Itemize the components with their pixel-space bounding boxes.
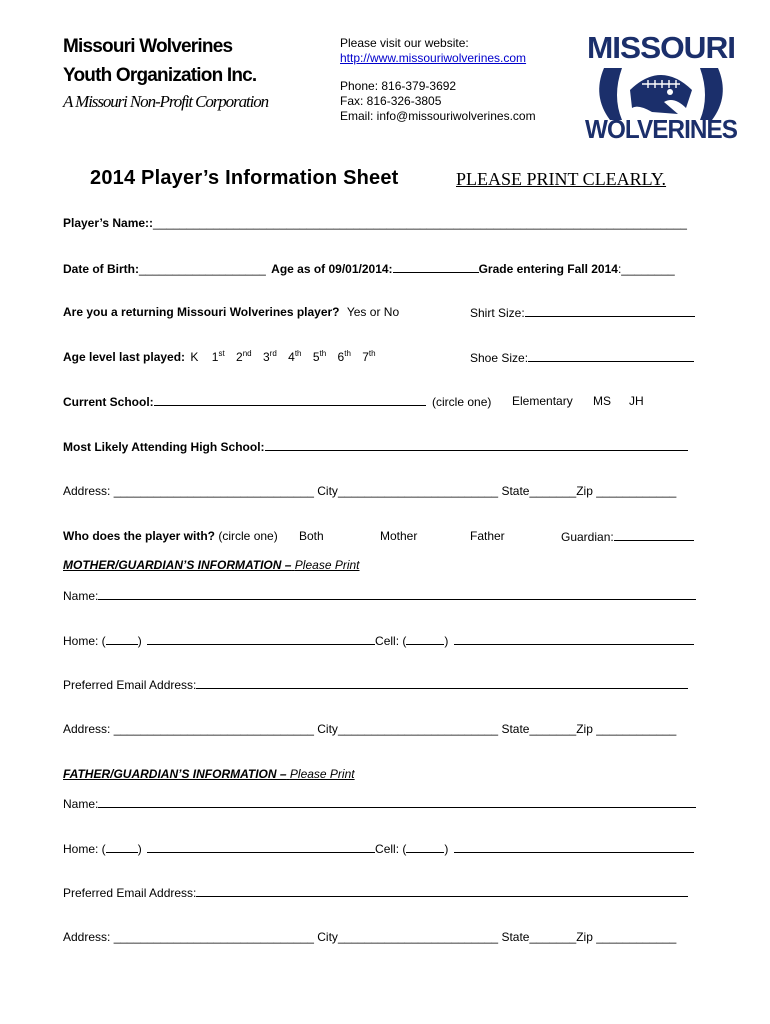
print-clearly-note: PLEASE PRINT CLEARLY.	[456, 169, 667, 189]
father-cell-paren: )	[444, 842, 449, 856]
mother-address-field[interactable]: ______________________________	[113, 722, 314, 736]
school-opt-elementary[interactable]: Elementary	[512, 394, 573, 408]
age-asof-field[interactable]	[393, 261, 479, 273]
father-address-row	[63, 930, 676, 944]
shoe-field[interactable]	[528, 350, 694, 362]
father-phone-row	[63, 841, 694, 856]
high-school-label: Most Likely Attending High School:	[63, 440, 265, 454]
page-title: 2014 Player’s Information Sheet	[90, 167, 399, 189]
state-field[interactable]: _______	[529, 484, 577, 498]
mother-email-row	[63, 677, 688, 692]
logo-eye-icon	[667, 89, 673, 95]
logo-word-top: MISSOURI	[587, 30, 735, 65]
contact-block	[340, 36, 536, 124]
returning-row	[63, 305, 399, 319]
mother-home-area-field[interactable]	[106, 633, 138, 645]
mother-name-field[interactable]	[98, 588, 696, 600]
shirt-label: Shirt Size:	[470, 306, 525, 320]
email-text: Email: info@missouriwolverines.com	[340, 109, 536, 123]
school-label: Current School:	[63, 395, 154, 409]
high-school-row	[63, 439, 688, 454]
mother-heading-note: Please Print	[294, 558, 360, 572]
guardian-field[interactable]	[614, 529, 694, 541]
city-label: City	[317, 484, 338, 498]
mother-state-field[interactable]: _______	[529, 722, 577, 736]
player-name-label: Player’s Name::	[63, 216, 154, 230]
mother-cell-label: Cell: (	[375, 634, 407, 648]
org-name-line2: Youth Organization Inc.	[63, 65, 257, 86]
mother-section-heading	[63, 558, 360, 572]
address-field[interactable]: ______________________________	[113, 484, 314, 498]
age-level-label: Age level last played:	[63, 350, 186, 364]
lives-with-row	[63, 529, 278, 543]
father-cell-field[interactable]	[454, 841, 694, 853]
state-label: State	[501, 484, 530, 498]
school-row	[63, 394, 491, 409]
shirt-field[interactable]	[525, 305, 695, 317]
player-name-row	[63, 216, 687, 230]
lives-opt-father[interactable]: Father	[470, 529, 505, 543]
player-address-row	[63, 484, 676, 498]
wolverines-logo	[582, 24, 740, 142]
father-state-label: State	[501, 930, 530, 944]
school-opt-jh[interactable]: JH	[629, 394, 644, 408]
level-1st[interactable]: 1st	[211, 349, 225, 364]
dob-row	[63, 261, 675, 276]
father-zip-label: Zip	[576, 930, 593, 944]
lives-opt-mother[interactable]: Mother	[380, 529, 418, 543]
father-cell-area-field[interactable]	[406, 841, 444, 853]
phone-text: Phone: 816-379-3692	[340, 79, 457, 93]
mother-address-label: Address:	[63, 722, 111, 736]
address-label: Address:	[63, 484, 111, 498]
father-city-field[interactable]: ________________________	[337, 930, 499, 944]
lives-opt-guardian[interactable]: Guardian:	[561, 530, 614, 544]
logo-left-bracket	[599, 68, 622, 120]
logo-right-bracket	[700, 68, 723, 120]
mother-name-row	[63, 588, 696, 603]
city-field[interactable]: ________________________	[337, 484, 499, 498]
mother-home-label: Home: (	[63, 634, 106, 648]
father-city-label: City	[317, 930, 338, 944]
dob-label: Date of Birth:	[63, 262, 139, 276]
father-zip-field[interactable]: ____________	[596, 930, 677, 944]
mother-cell-area-field[interactable]	[406, 633, 444, 645]
mother-state-label: State	[501, 722, 530, 736]
mother-email-field[interactable]	[196, 677, 688, 689]
shirt-row	[470, 305, 695, 320]
father-home-field[interactable]	[147, 841, 375, 853]
mother-heading-text: MOTHER/GUARDIAN’S INFORMATION –	[63, 558, 292, 572]
dob-field[interactable]: ___________________	[139, 262, 266, 276]
mother-name-label: Name:	[63, 589, 99, 603]
father-state-field[interactable]: _______	[529, 930, 577, 944]
player-name-field[interactable]: ________________________________________________________________________________	[153, 216, 687, 230]
mother-city-label: City	[317, 722, 338, 736]
mother-email-label: Preferred Email Address:	[63, 678, 197, 692]
level-5th[interactable]: 5th	[312, 349, 327, 364]
father-home-label: Home: (	[63, 842, 106, 856]
org-tagline: A Missouri Non-Profit Corporation	[63, 92, 269, 111]
zip-field[interactable]: ____________	[596, 484, 677, 498]
grade-field[interactable]: ________	[621, 262, 675, 276]
lives-with-label: Who does the player with?	[63, 529, 216, 543]
mother-phone-row	[63, 633, 694, 648]
mother-home-field[interactable]	[147, 633, 375, 645]
level-k[interactable]: K	[190, 350, 199, 364]
mother-cell-field[interactable]	[454, 633, 694, 645]
returning-options[interactable]: Yes or No	[346, 305, 400, 319]
father-name-field[interactable]	[98, 796, 696, 808]
father-heading-note: Please Print	[289, 767, 355, 781]
mother-cell-paren: )	[444, 634, 449, 648]
wolverine-head-icon	[630, 75, 692, 114]
mother-home-paren: )	[137, 634, 142, 648]
mother-zip-field[interactable]: ____________	[596, 722, 677, 736]
logo-word-bottom: WOLVERINES	[585, 114, 738, 142]
school-circle-note: (circle one)	[432, 395, 492, 409]
father-address-field[interactable]: ______________________________	[113, 930, 314, 944]
shoe-row	[470, 350, 694, 365]
school-opt-ms[interactable]: MS	[593, 394, 611, 408]
zip-label: Zip	[576, 484, 593, 498]
high-school-field[interactable]	[265, 439, 688, 451]
father-home-area-field[interactable]	[106, 841, 138, 853]
grade-label: Grade entering Fall 2014	[478, 262, 618, 276]
age-asof-label: Age as of 09/01/2014:	[271, 262, 393, 276]
level-3rd[interactable]: 3rd	[262, 349, 277, 364]
org-name-line1: Missouri Wolverines	[63, 36, 233, 57]
father-name-label: Name:	[63, 797, 99, 811]
mother-zip-label: Zip	[576, 722, 593, 736]
father-email-field[interactable]	[196, 885, 688, 897]
level-7th[interactable]: 7th	[362, 349, 376, 364]
father-email-row	[63, 885, 688, 900]
level-2nd[interactable]: 2nd	[236, 349, 252, 364]
grade-colon: :	[617, 262, 622, 276]
fax-text: Fax: 816-326-3805	[340, 94, 442, 108]
school-field[interactable]	[154, 394, 426, 406]
father-section-heading	[63, 767, 355, 781]
lives-with-circle-note: (circle one)	[218, 529, 278, 543]
father-email-label: Preferred Email Address:	[63, 886, 197, 900]
father-name-row	[63, 796, 696, 811]
father-home-paren: )	[137, 842, 142, 856]
mother-city-field[interactable]: ________________________	[337, 722, 499, 736]
father-address-label: Address:	[63, 930, 111, 944]
father-heading-text: FATHER/GUARDIAN’S INFORMATION –	[63, 767, 287, 781]
shoe-label: Shoe Size:	[470, 351, 529, 365]
level-4th[interactable]: 4th	[288, 349, 302, 364]
lives-opt-guardian-row	[561, 529, 694, 544]
lives-opt-both[interactable]: Both	[299, 529, 324, 543]
website-label: Please visit our website:	[340, 36, 469, 50]
returning-question: Are you a returning Missouri Wolverines player?	[63, 305, 340, 319]
father-cell-label: Cell: (	[375, 842, 407, 856]
website-link[interactable]: http://www.missouriwolverines.com	[340, 51, 527, 65]
age-level-row	[63, 350, 376, 364]
level-6th[interactable]: 6th	[337, 349, 351, 364]
mother-address-row	[63, 722, 676, 736]
